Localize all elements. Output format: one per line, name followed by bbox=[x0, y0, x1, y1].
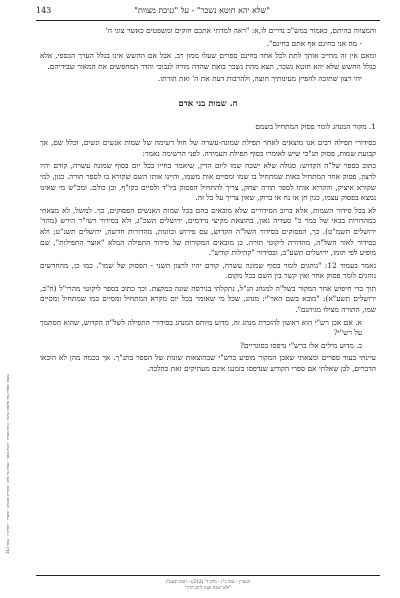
paragraph: - מה אני בחינם אף אתם בחינם". bbox=[266, 38, 362, 48]
section-title: ח. שמות בני אדם bbox=[178, 98, 238, 109]
margin-note: נמצא: שאלות ענין מלאכה וגניבה - גניבת מצוות - חוטא נשכר - שמות בני אדם - מקורות ומנהגים - המעיין - חוברת ח - עמוד 143 bbox=[6, 374, 10, 554]
page-footer bbox=[40, 580, 376, 592]
paragraph: עיינתי בעוד ספרים ומצאתי שאכן המקור מופיע ברש"י שבהוצאות שונות של הספר בתנ"ך. אך בכמה מהן לא הובאו הדברים, לכן שאלתי אם ספרי הקודש שנדפסו בזמננו אינם מעתיקים זאת כהלכה. bbox=[40, 353, 376, 374]
question-b: ב. מדוע מילים אלו ברש"י נדפסו בסוגריים? bbox=[240, 340, 362, 350]
paragraph: והמצווה בהיתם, כאמור במש"כ נדרים לו,א: "ראה למדתי אתכם חוקים ומשפטים כאשר צוני ה' bbox=[105, 26, 376, 35]
paragraph: לא בכל סידור השמות, אלא ברוב הסידורים שלא מובאים בהם בכל שמות האנשים הפסוקים, כך. למשל, לא מצאתי במהדורות בבאי של כמר כ" סעדיה גאון, בהוצאת מקיצי נרדמים, ירושלים תשכ"ג, ולא בסידור רשי"ר הירש (מהד' ירושלים תשמ"ט). כך, הפסוקים בסידור השל"ה הקדוש, עם פירוש וכוונות, מהדורות חדשה, ירושלים תשנ"ט; ולא בסידור לאור השל"ה, מהדורת ליקוטי תורה. כן מובאים המקורות של סידור התפילה המלא "אוצר התפילות", שם מופיע לפי תומו, ירושלים תשע"ב, ובסידור "קהילות קודש". bbox=[40, 205, 376, 258]
page-number: 143 bbox=[36, 6, 52, 15]
question-a: א. אם אכן רש"י הוא ראשון להזכרת מנהג זה, מדוע מיוחס המנהג בסידורי התפילה לשל"ה הקדוש, שהוא הסתמך על רש"י? bbox=[40, 317, 362, 338]
footer-rule bbox=[36, 575, 380, 576]
paragraph: ומאם אין זה מחייב אותך לתת לכל אחד בחינם ספרים שעלו ממון רב. אבל אם ההשש אינו בגלל הערך הכספי, אלא בגלל החשש שלא יהא חוטא נשכר, תצא מהת נשכר בואת שהדה מורה לנבוכי והדר המחפשים את המאור שבידיהם. bbox=[40, 51, 376, 71]
page-header bbox=[36, 6, 380, 20]
paragraph: נאמר בעמוד 12: "נוהגים לומר בסוף שמונה עשרה, קודם יהיו לרצון השני - הפסוק של שמו". כמו כן, מהחדשים נוהגים לומר פסוק אחר ואין קשר בין השם בכל מקום. bbox=[40, 260, 376, 281]
paragraph: כתוב בספר של"ה הקדוש: סגולה שלא ישכח שמו ליום הדין, שיאמר בחייו בכל יום בסוף שמונה עשרה, קודם יהיו לרצון, פסוק אחד המתחיל באות שמתחיל בו שמו ומסיים אות משמו, והיינו אותו השם שקורא בו לספר תורה. כגון, למי שקורא איציק, והקריא אותו לספר תורה יצחק, צריך להתחיל הפסוק ביו"ד ולסיים בקו"ף, וכן כולם. ומכ"ש מי שאינו נמצא בפסוק עצמו, כגון חן או נח או ברוק, שאין צריך על כל זה. bbox=[40, 161, 376, 203]
footer-line: "ולא ישכח שמו ליום הדין" bbox=[184, 586, 232, 591]
paragraph: יהי רצון שתזכה להפיץ מעינותיך חוצה, ולהרבות דעת את ה' ואת תורתו. bbox=[157, 74, 362, 84]
section-subhead: 1. מקור המנהג לומר פסוק המתחיל בשמם bbox=[255, 121, 376, 131]
header-rule bbox=[36, 20, 380, 21]
footer-line: המעיין - שנה נ"ג - גליון ד' (212) - תמוז תשע"ג bbox=[165, 580, 251, 585]
running-title: "שלא יהא חוטא נשכר" - על "גניבת מצוות" bbox=[134, 6, 270, 15]
paragraph: בסידורי תפילה רבים אנו מוצאים לאחר תפילת שמונה-עשרה של חול רשימה של שמות אנשים ונשים, וכלל שם, אך קבועת שמות, פסוק תנ"כי שיש לאומרו בסוף תפילת העמידה. לפני הרשימה נאמר: bbox=[40, 138, 376, 158]
main-content bbox=[40, 26, 376, 377]
paragraph: תוך כדי חיפוש אחר המקור בשל"ה למנהג הנ"ל, נתקלתי בגירסה שונה במקצת. וכך כתוב בספר ליקוטי מהרי"ל (ח"ב, ירושלים תשע"א): "מובא בשם האר"י: מנהג, שכל מי שאומר בכל יום מקרא המתחיל ומסיים כמו שמתחיל ומסיים שמו, התורה מצילו מגיהנם". bbox=[40, 283, 376, 315]
